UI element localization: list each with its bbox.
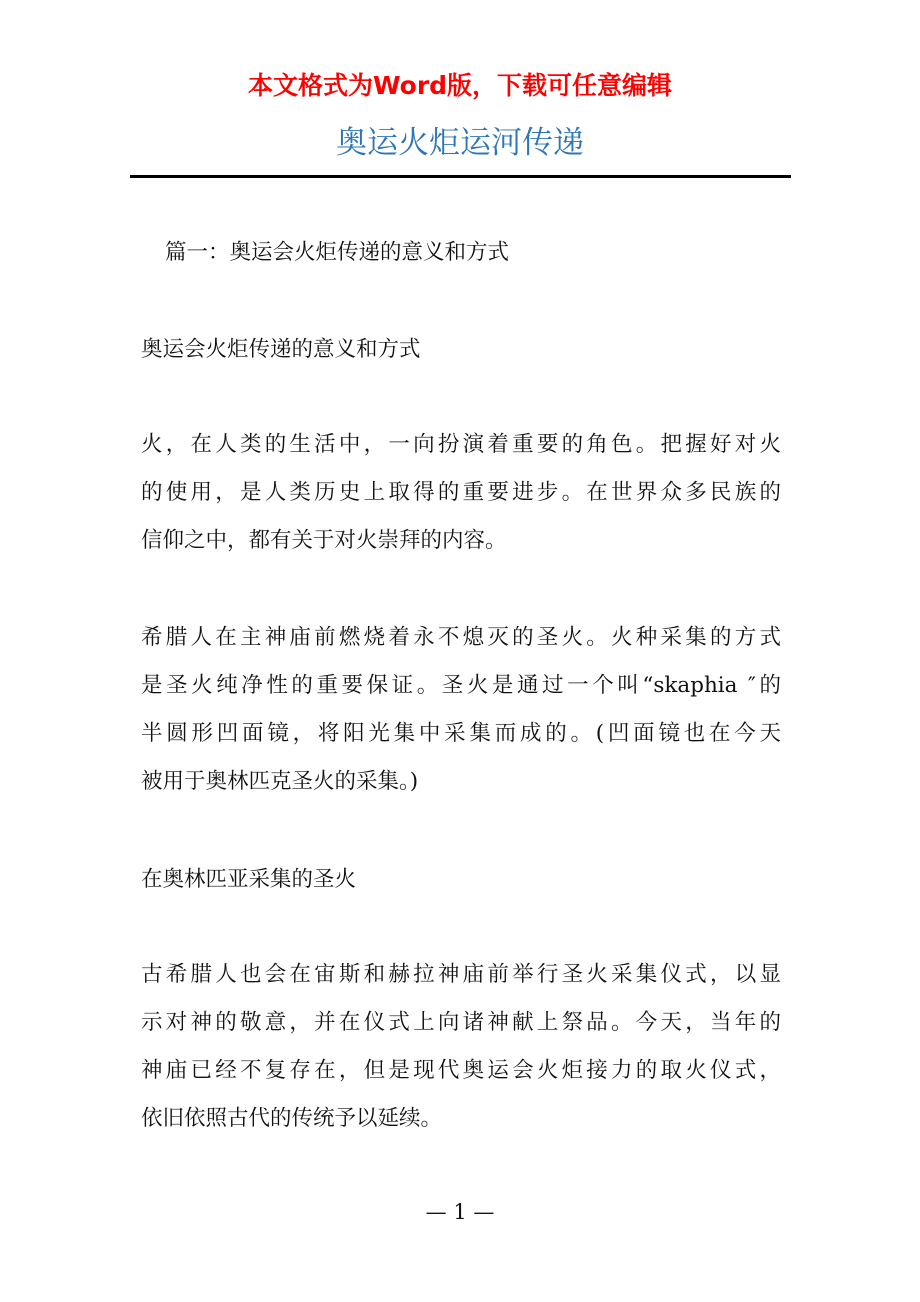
- paragraph-line: 示对神的敬意，并在仪式上向诸神献上祭品。今天，当年的: [141, 1010, 781, 1035]
- paragraph-line: 希腊人在主神庙前燃烧着永不熄灭的圣火。火种采集的方式: [141, 625, 781, 650]
- paragraph-line: 依旧依照古代的传统予以延续。: [141, 1106, 443, 1131]
- paragraph: [141, 614, 781, 806]
- paragraph: [141, 856, 781, 904]
- paragraph: [141, 326, 781, 374]
- editable-notice: 本文格式为Word版，下载可任意编辑: [247, 71, 673, 100]
- paragraph-line: 半圆形凹面镜，将阳光集中采集而成的。(凹面镜也在今天: [141, 721, 781, 746]
- paragraph-line: 被用于奥林匹克圣火的采集。): [141, 769, 419, 794]
- document-title: 奥运火炬运河传递: [336, 125, 584, 161]
- section-heading: [165, 229, 805, 277]
- paragraph-line: 信仰之中，都有关于对火崇拜的内容。: [141, 528, 507, 553]
- paragraph-line: 火，在人类的生活中，一向扮演着重要的角色。把握好对火: [141, 432, 781, 457]
- paragraph-line: 奥运会火炬传递的意义和方式: [141, 337, 421, 362]
- paragraph-line: 神庙已经不复存在，但是现代奥运会火炬接力的取火仪式，: [141, 1058, 781, 1083]
- paragraph: [141, 421, 781, 565]
- page-number: — 1 —: [425, 1200, 495, 1224]
- paragraph: [141, 951, 781, 1143]
- paragraph-line: 古希腊人也会在宙斯和赫拉神庙前举行圣火采集仪式，以显: [141, 962, 781, 987]
- paragraph-line: 的使用，是人类历史上取得的重要进步。在世界众多民族的: [141, 480, 781, 505]
- paragraph-line: 在奥林匹亚采集的圣火: [141, 867, 357, 892]
- title-divider: [130, 175, 791, 178]
- paragraph-line: 是圣火纯净性的重要保证。圣火是通过一个叫“skaphia ″的: [141, 673, 781, 698]
- section-heading-text: 篇一：奥运会火炬传递的意义和方式: [165, 240, 510, 265]
